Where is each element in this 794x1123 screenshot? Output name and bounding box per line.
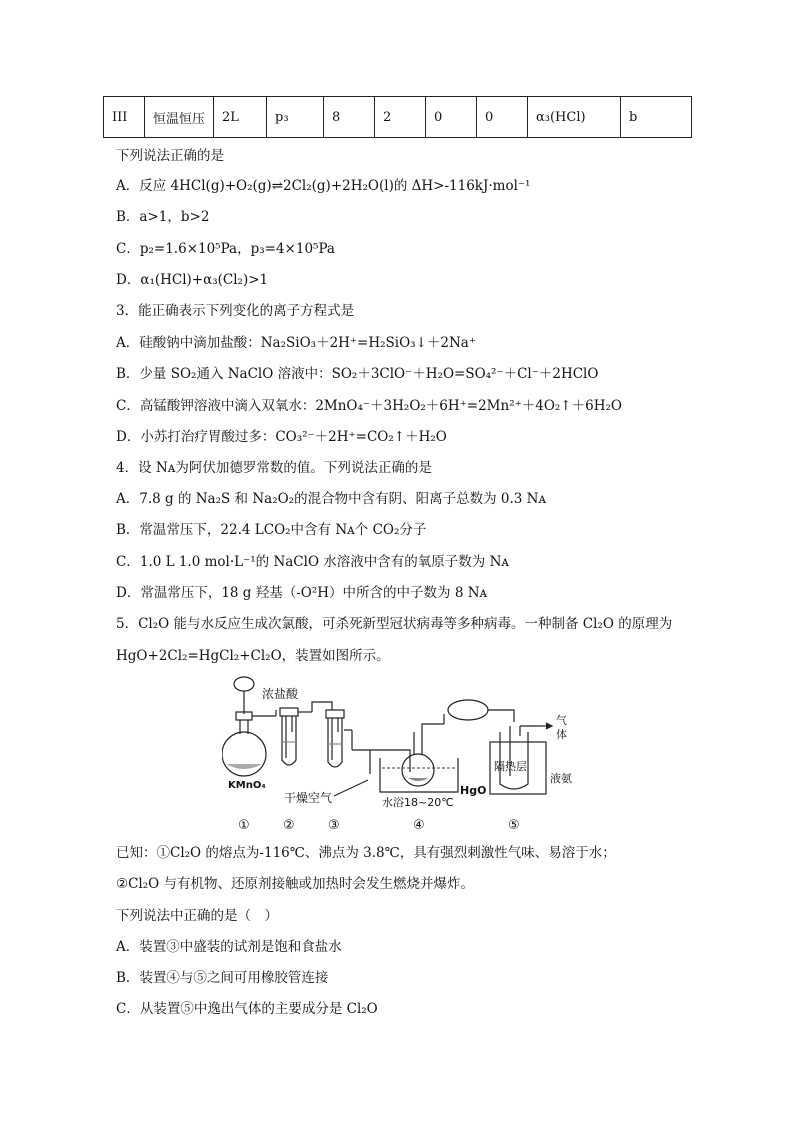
table-row (104, 97, 692, 138)
label-liquid-nh3: 液氨 (550, 772, 572, 785)
label-apparatus-1: ① (238, 818, 250, 833)
q5-question: 下列说法中正确的是（ ） (116, 908, 278, 924)
label-gas-char2: 体 (556, 728, 567, 741)
q3-option-d: D．小苏打治疗胃酸过多：CO₃²⁻＋2H⁺=CO₂↑＋H₂O (116, 429, 447, 445)
q2-option-a: A．反应 4HCl(g)+O₂(g)⇌2Cl₂(g)+2H₂O(l)的 ΔH>-116kJ·mol⁻¹ (116, 178, 531, 194)
q5-stem-line1: 5．Cl₂O 能与水反应生成次氯酸，可杀死新型冠状病毒等多种病毒。一种制备 Cl₂O 的原理为 (116, 616, 673, 632)
table-cell: 0 (477, 97, 528, 138)
label-water-bath: 水浴18~20℃ (382, 796, 454, 809)
label-insulation: 隔热层 (494, 760, 527, 773)
apparatus-5-cold-trap (490, 723, 552, 794)
table-cell: α₃(HCl) (528, 97, 621, 138)
q5-stem-line2: HgO+2Cl₂=HgCl₂+Cl₂O，装置如图所示。 (116, 648, 390, 664)
conditions-table (103, 96, 692, 138)
table-cell: III (104, 97, 145, 138)
q5-known-1: 已知：①Cl₂O 的熔点为-116℃、沸点为 3.8℃，具有强烈刺激性气味、易溶于水； (116, 845, 616, 861)
label-apparatus-4: ④ (413, 818, 425, 833)
table-cell: 2 (375, 97, 426, 138)
q2-option-d: D．α₁(HCl)+α₃(Cl₂)>1 (116, 272, 269, 288)
q3-stem: 3．能正确表示下列变化的离子方程式是 (116, 303, 355, 319)
apparatus-2-tube (280, 702, 332, 765)
label-apparatus-2: ② (283, 818, 295, 833)
table-cell: p₃ (267, 97, 324, 138)
apparatus-4-water-bath (380, 700, 514, 792)
label-apparatus-3: ③ (328, 818, 340, 833)
label-hgo: HgO (460, 784, 487, 797)
table-cell: b (621, 97, 692, 138)
q4-stem: 4．设 Nᴀ为阿伏加德罗常数的值。下列说法正确的是 (116, 460, 432, 476)
q5-option-b: B．装置④与⑤之间可用橡胶管连接 (116, 970, 329, 986)
q3-option-a: A．硅酸钠中滴加盐酸：Na₂SiO₃＋2H⁺=H₂SiO₃↓＋2Na⁺ (116, 335, 476, 351)
q5-option-c: C．从装置⑤中逸出气体的主要成分是 Cl₂O (116, 1001, 378, 1017)
apparatus-diagram (222, 672, 602, 837)
q3-option-c: C．高锰酸钾溶液中滴入双氧水：2MnO₄⁻＋3H₂O₂＋6H⁺=2Mn²⁺＋4O₂↑＋6H₂O (116, 398, 622, 414)
q4-option-a: A．7.8 g 的 Na₂S 和 Na₂O₂的混合物中含有阴、阳离子总数为 0.3 Nᴀ (116, 491, 547, 507)
label-dry-air: 干燥空气 (284, 791, 333, 805)
table-cell: 2L (214, 97, 267, 138)
q2-option-b: B．a>1，b>2 (116, 209, 210, 225)
table-cell: 恒温恒压 (145, 97, 214, 138)
label-gas-char1: 气 (556, 714, 567, 727)
pointer-line (334, 780, 368, 796)
q3-option-b: B．少量 SO₂通入 NaClO 溶液中：SO₂＋3ClO⁻＋H₂O=SO₄²⁻＋Cl⁻＋2HClO (116, 366, 599, 382)
apparatus-3-tube (326, 710, 400, 774)
q5-option-a: A．装置③中盛装的试剂是饱和食盐水 (116, 939, 342, 955)
table-cell: 8 (324, 97, 375, 138)
label-kmno4: KMnO₄ (228, 780, 266, 791)
table-cell: 0 (426, 97, 477, 138)
label-apparatus-5: ⑤ (508, 818, 520, 833)
q4-option-d: D．常温常压下，18 g 羟基（-O²H）中所含的中子数为 8 Nᴀ (116, 585, 488, 601)
q2-option-c: C．p₂=1.6×10⁵Pa，p₃=4×10⁵Pa (116, 241, 335, 257)
q2-stem: 下列说法正确的是 (116, 148, 224, 164)
q4-option-b: B．常温常压下，22.4 LCO₂中含有 Nᴀ个 CO₂分子 (116, 522, 427, 538)
q5-known-2: ②Cl₂O 与有机物、还原剂接触或加热时会发生燃烧并爆炸。 (116, 876, 475, 892)
q4-option-c: C．1.0 L 1.0 mol·L⁻¹的 NaClO 水溶液中含有的氧原子数为 Nᴀ (116, 554, 510, 570)
label-conc-hcl: 浓盐酸 (262, 687, 299, 701)
